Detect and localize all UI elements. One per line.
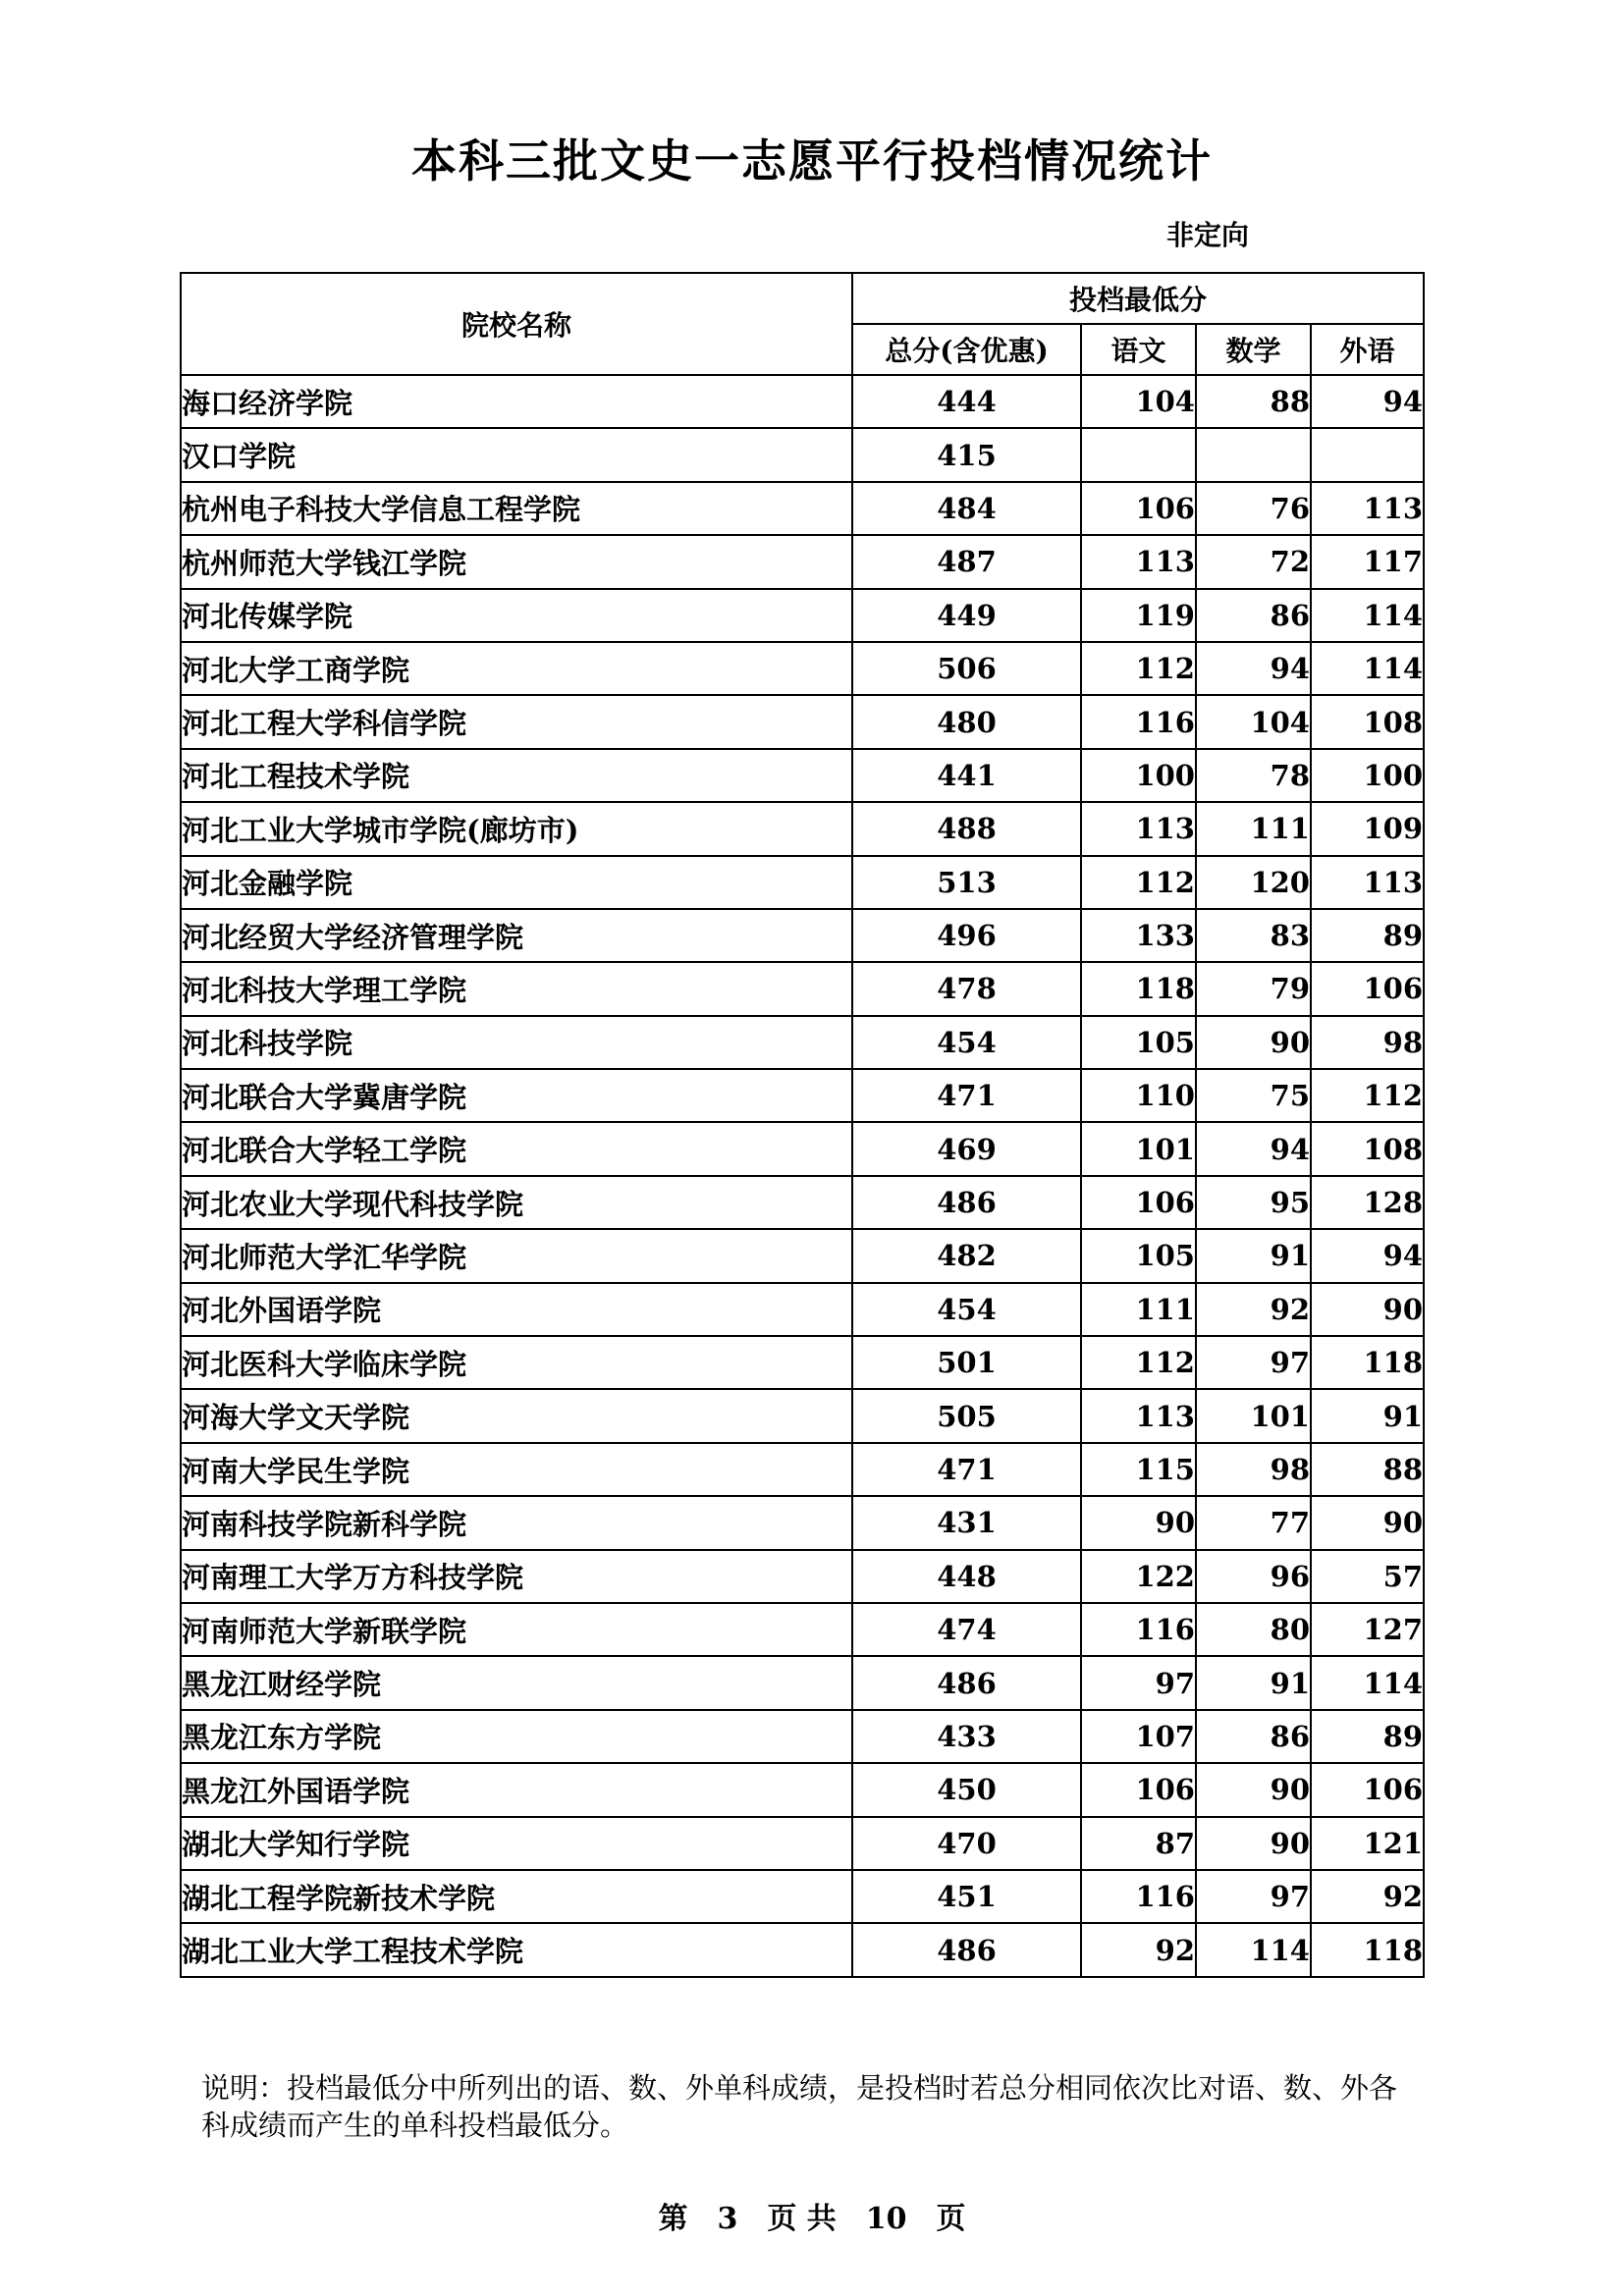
math-score-cell: 88	[1196, 375, 1311, 428]
chinese-score-cell: 116	[1081, 1870, 1196, 1923]
math-score-cell: 86	[1196, 589, 1311, 642]
school-name-cell: 河北联合大学冀唐学院	[181, 1069, 852, 1122]
total-score-cell: 470	[852, 1817, 1081, 1870]
math-score-cell: 77	[1196, 1496, 1311, 1549]
total-score-cell: 469	[852, 1122, 1081, 1175]
chinese-score-cell: 107	[1081, 1710, 1196, 1763]
header-chinese: 语文	[1081, 324, 1196, 375]
header-math: 数学	[1196, 324, 1311, 375]
school-name-cell: 河北医科大学临床学院	[181, 1336, 852, 1389]
school-name-cell: 河南大学民生学院	[181, 1443, 852, 1496]
english-score-cell: 90	[1311, 1496, 1424, 1549]
total-score-cell: 486	[852, 1656, 1081, 1709]
english-score-cell: 118	[1311, 1336, 1424, 1389]
total-score-cell: 506	[852, 642, 1081, 695]
total-score-cell: 454	[852, 1283, 1081, 1336]
math-score-cell: 98	[1196, 1443, 1311, 1496]
page-title: 本科三批文史一志愿平行投档情况统计	[411, 134, 1213, 187]
table-row	[181, 375, 1424, 428]
english-score-cell: 114	[1311, 642, 1424, 695]
table-row	[181, 642, 1424, 695]
total-score-cell: 484	[852, 482, 1081, 535]
admission-score-table	[180, 272, 1425, 1978]
table-row	[181, 482, 1424, 535]
header-school-name: 院校名称	[181, 273, 852, 375]
math-score-cell: 90	[1196, 1016, 1311, 1069]
math-score-cell: 91	[1196, 1656, 1311, 1709]
chinese-score-cell: 113	[1081, 535, 1196, 588]
table-row	[181, 1550, 1424, 1603]
total-score-cell: 513	[852, 856, 1081, 909]
school-name-cell: 黑龙江外国语学院	[181, 1763, 852, 1816]
total-score-cell: 488	[852, 802, 1081, 855]
total-score-cell: 487	[852, 535, 1081, 588]
english-score-cell: 121	[1311, 1817, 1424, 1870]
school-name-cell: 河南理工大学万方科技学院	[181, 1550, 852, 1603]
chinese-score-cell: 101	[1081, 1122, 1196, 1175]
total-score-cell: 505	[852, 1389, 1081, 1442]
math-score-cell: 94	[1196, 1122, 1311, 1175]
chinese-score-cell: 106	[1081, 1763, 1196, 1816]
school-name-cell: 汉口学院	[181, 428, 852, 481]
school-name-cell: 河北大学工商学院	[181, 642, 852, 695]
table-row	[181, 909, 1424, 962]
english-score-cell: 112	[1311, 1069, 1424, 1122]
math-score-cell: 104	[1196, 695, 1311, 748]
total-score-cell: 431	[852, 1496, 1081, 1549]
header-min-score-group: 投档最低分	[852, 273, 1424, 324]
english-score-cell: 88	[1311, 1443, 1424, 1496]
english-score-cell: 127	[1311, 1603, 1424, 1656]
english-score-cell: 100	[1311, 749, 1424, 802]
header-english: 外语	[1311, 324, 1424, 375]
total-score-cell: 448	[852, 1550, 1081, 1603]
school-name-cell: 河北金融学院	[181, 856, 852, 909]
math-score-cell: 97	[1196, 1870, 1311, 1923]
math-score-cell: 95	[1196, 1176, 1311, 1229]
english-score-cell: 114	[1311, 1656, 1424, 1709]
table-row	[181, 749, 1424, 802]
math-score-cell: 72	[1196, 535, 1311, 588]
header-total-score: 总分(含优惠)	[852, 324, 1081, 375]
chinese-score-cell: 97	[1081, 1656, 1196, 1709]
school-name-cell: 河南师范大学新联学院	[181, 1603, 852, 1656]
chinese-score-cell: 115	[1081, 1443, 1196, 1496]
total-score-cell: 444	[852, 375, 1081, 428]
chinese-score-cell: 133	[1081, 909, 1196, 962]
school-name-cell: 湖北大学知行学院	[181, 1817, 852, 1870]
math-score-cell: 94	[1196, 642, 1311, 695]
school-name-cell: 黑龙江东方学院	[181, 1710, 852, 1763]
english-score-cell	[1311, 428, 1424, 481]
math-score-cell: 86	[1196, 1710, 1311, 1763]
school-name-cell: 河北科技大学理工学院	[181, 962, 852, 1015]
math-score-cell: 111	[1196, 802, 1311, 855]
english-score-cell: 106	[1311, 1763, 1424, 1816]
total-score-cell: 454	[852, 1016, 1081, 1069]
english-score-cell: 91	[1311, 1389, 1424, 1442]
english-score-cell: 94	[1311, 1229, 1424, 1282]
english-score-cell: 98	[1311, 1016, 1424, 1069]
math-score-cell: 91	[1196, 1229, 1311, 1282]
total-score-cell: 486	[852, 1923, 1081, 1976]
total-score-cell: 433	[852, 1710, 1081, 1763]
math-score-cell: 76	[1196, 482, 1311, 535]
english-score-cell: 90	[1311, 1283, 1424, 1336]
math-score-cell: 80	[1196, 1603, 1311, 1656]
total-score-cell: 478	[852, 962, 1081, 1015]
math-score-cell: 96	[1196, 1550, 1311, 1603]
table-row	[181, 1496, 1424, 1549]
school-name-cell: 河北师范大学汇华学院	[181, 1229, 852, 1282]
table-row	[181, 1763, 1424, 1816]
table-row	[181, 1122, 1424, 1175]
school-name-cell: 杭州师范大学钱江学院	[181, 535, 852, 588]
math-score-cell: 120	[1196, 856, 1311, 909]
total-score-cell: 471	[852, 1069, 1081, 1122]
total-score-cell: 496	[852, 909, 1081, 962]
math-score-cell: 101	[1196, 1389, 1311, 1442]
school-name-cell: 河北联合大学轻工学院	[181, 1122, 852, 1175]
table-row	[181, 962, 1424, 1015]
school-name-cell: 河北外国语学院	[181, 1283, 852, 1336]
chinese-score-cell: 105	[1081, 1229, 1196, 1282]
table-row	[181, 1016, 1424, 1069]
english-score-cell: 109	[1311, 802, 1424, 855]
chinese-score-cell: 112	[1081, 642, 1196, 695]
table-body	[181, 375, 1424, 1977]
english-score-cell: 57	[1311, 1550, 1424, 1603]
math-score-cell: 114	[1196, 1923, 1311, 1976]
english-score-cell: 114	[1311, 589, 1424, 642]
chinese-score-cell: 110	[1081, 1069, 1196, 1122]
total-score-cell: 471	[852, 1443, 1081, 1496]
math-score-cell: 90	[1196, 1817, 1311, 1870]
school-name-cell: 河北工程大学科信学院	[181, 695, 852, 748]
chinese-score-cell: 113	[1081, 802, 1196, 855]
table-row	[181, 1443, 1424, 1496]
total-score-cell: 486	[852, 1176, 1081, 1229]
table-row	[181, 1389, 1424, 1442]
chinese-score-cell: 100	[1081, 749, 1196, 802]
total-score-cell: 480	[852, 695, 1081, 748]
chinese-score-cell: 90	[1081, 1496, 1196, 1549]
explanation-note: 说明：投档最低分中所列出的语、数、外单科成绩，是投档时若总分相同依次比对语、数、外各科成绩而产生的单科投档最低分。	[201, 2071, 1398, 2142]
table-row	[181, 695, 1424, 748]
chinese-score-cell: 112	[1081, 1336, 1196, 1389]
school-name-cell: 河北经贸大学经济管理学院	[181, 909, 852, 962]
total-score-cell: 451	[852, 1870, 1081, 1923]
english-score-cell: 106	[1311, 962, 1424, 1015]
math-score-cell: 75	[1196, 1069, 1311, 1122]
school-name-cell: 河南科技学院新科学院	[181, 1496, 852, 1549]
school-name-cell: 海口经济学院	[181, 375, 852, 428]
math-score-cell: 90	[1196, 1763, 1311, 1816]
english-score-cell: 128	[1311, 1176, 1424, 1229]
table-row	[181, 1336, 1424, 1389]
chinese-score-cell: 116	[1081, 695, 1196, 748]
chinese-score-cell: 116	[1081, 1603, 1196, 1656]
english-score-cell: 89	[1311, 909, 1424, 962]
english-score-cell: 113	[1311, 856, 1424, 909]
table-row	[181, 1283, 1424, 1336]
table-row	[181, 589, 1424, 642]
english-score-cell: 117	[1311, 535, 1424, 588]
table-row	[181, 1229, 1424, 1282]
table-row	[181, 1176, 1424, 1229]
chinese-score-cell: 106	[1081, 482, 1196, 535]
english-score-cell: 94	[1311, 375, 1424, 428]
chinese-score-cell: 104	[1081, 375, 1196, 428]
math-score-cell	[1196, 428, 1311, 481]
english-score-cell: 118	[1311, 1923, 1424, 1976]
total-score-cell: 441	[852, 749, 1081, 802]
math-score-cell: 83	[1196, 909, 1311, 962]
table-row	[181, 802, 1424, 855]
table-row	[181, 1923, 1424, 1976]
school-name-cell: 湖北工程学院新技术学院	[181, 1870, 852, 1923]
chinese-score-cell: 92	[1081, 1923, 1196, 1976]
page-number-footer: 第 3 页 共 10 页	[658, 2202, 966, 2236]
chinese-score-cell: 106	[1081, 1176, 1196, 1229]
table-row	[181, 535, 1424, 588]
school-name-cell: 河北传媒学院	[181, 589, 852, 642]
english-score-cell: 89	[1311, 1710, 1424, 1763]
total-score-cell: 482	[852, 1229, 1081, 1282]
chinese-score-cell: 111	[1081, 1283, 1196, 1336]
school-name-cell: 湖北工业大学工程技术学院	[181, 1923, 852, 1976]
total-score-cell: 415	[852, 428, 1081, 481]
chinese-score-cell: 112	[1081, 856, 1196, 909]
english-score-cell: 113	[1311, 482, 1424, 535]
school-name-cell: 河海大学文天学院	[181, 1389, 852, 1442]
table-row	[181, 1603, 1424, 1656]
total-score-cell: 450	[852, 1763, 1081, 1816]
school-name-cell: 杭州电子科技大学信息工程学院	[181, 482, 852, 535]
table-row	[181, 1656, 1424, 1709]
school-name-cell: 黑龙江财经学院	[181, 1656, 852, 1709]
school-name-cell: 河北工程技术学院	[181, 749, 852, 802]
table-row	[181, 428, 1424, 481]
table-row	[181, 1817, 1424, 1870]
table-row	[181, 1870, 1424, 1923]
subtitle-non-directional: 非定向	[1166, 219, 1250, 251]
math-score-cell: 92	[1196, 1283, 1311, 1336]
math-score-cell: 78	[1196, 749, 1311, 802]
total-score-cell: 501	[852, 1336, 1081, 1389]
total-score-cell: 449	[852, 589, 1081, 642]
math-score-cell: 97	[1196, 1336, 1311, 1389]
chinese-score-cell: 87	[1081, 1817, 1196, 1870]
chinese-score-cell: 119	[1081, 589, 1196, 642]
chinese-score-cell	[1081, 428, 1196, 481]
school-name-cell: 河北科技学院	[181, 1016, 852, 1069]
table-row	[181, 1710, 1424, 1763]
chinese-score-cell: 122	[1081, 1550, 1196, 1603]
english-score-cell: 108	[1311, 1122, 1424, 1175]
school-name-cell: 河北工业大学城市学院(廊坊市)	[181, 802, 852, 855]
table-row	[181, 856, 1424, 909]
chinese-score-cell: 113	[1081, 1389, 1196, 1442]
chinese-score-cell: 118	[1081, 962, 1196, 1015]
school-name-cell: 河北农业大学现代科技学院	[181, 1176, 852, 1229]
total-score-cell: 474	[852, 1603, 1081, 1656]
math-score-cell: 79	[1196, 962, 1311, 1015]
english-score-cell: 108	[1311, 695, 1424, 748]
english-score-cell: 92	[1311, 1870, 1424, 1923]
table-row	[181, 1069, 1424, 1122]
chinese-score-cell: 105	[1081, 1016, 1196, 1069]
